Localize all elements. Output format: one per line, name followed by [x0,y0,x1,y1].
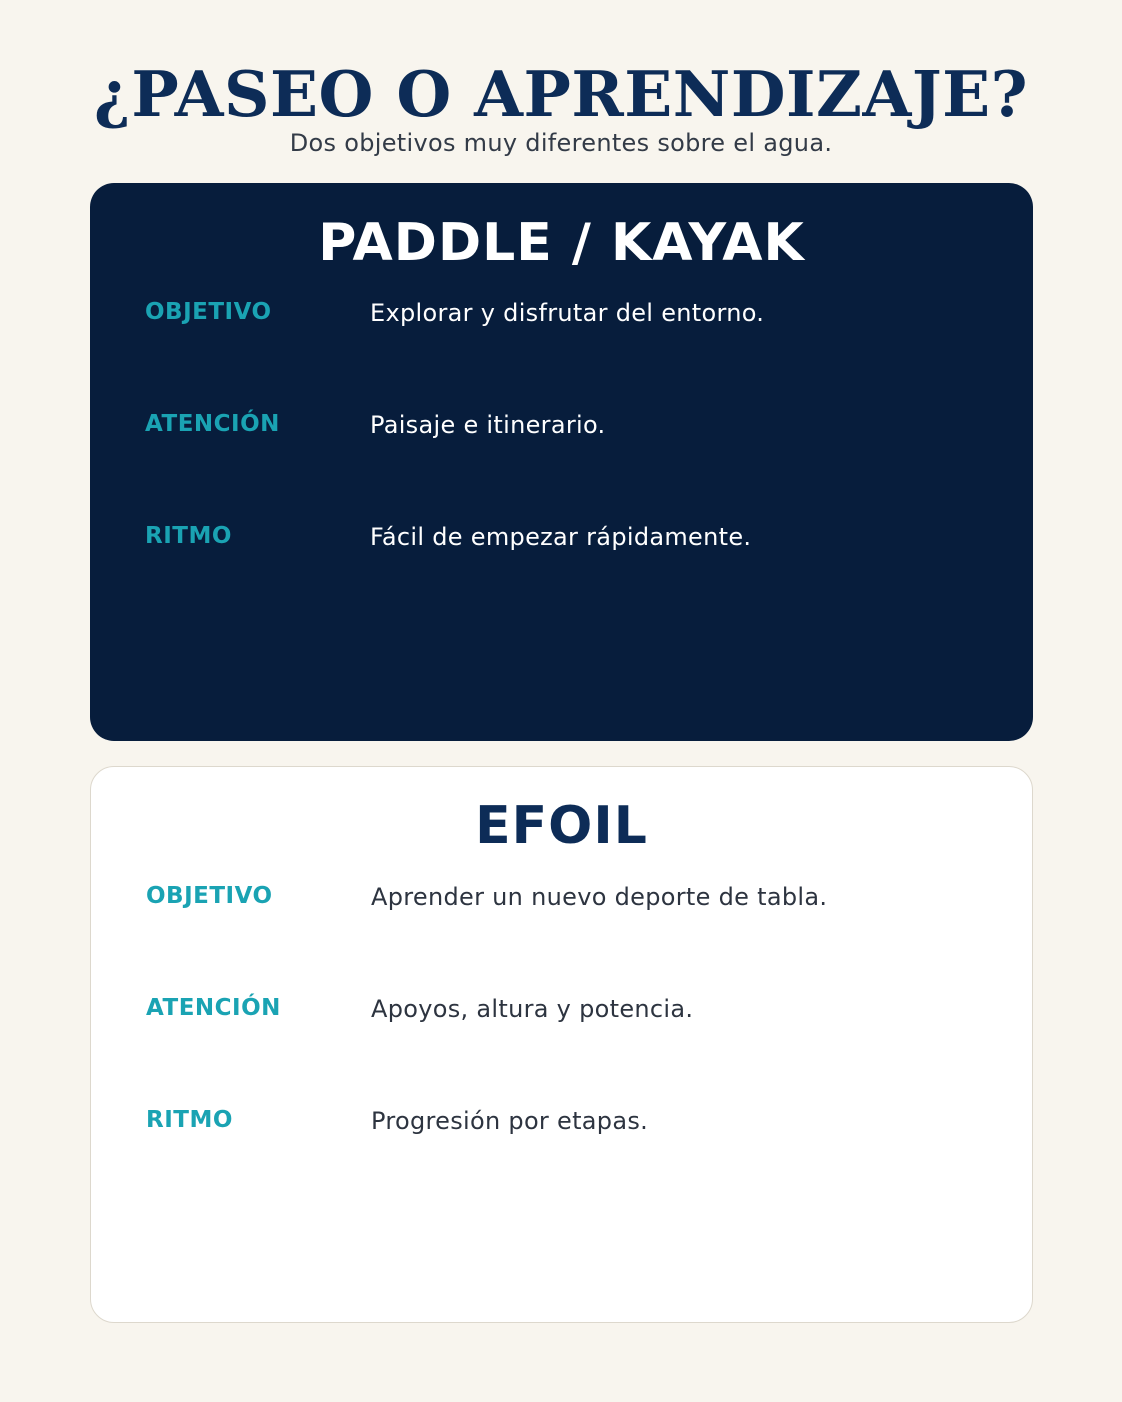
row-label-atencion: ATENCIÓN [146,995,281,1021]
card-title: EFOIL [475,796,648,856]
row-label-objetivo: OBJETIVO [146,883,273,909]
card-title: PADDLE / KAYAK [318,213,805,273]
row-label-atencion: ATENCIÓN [145,411,280,437]
row-label-ritmo: RITMO [145,523,232,549]
row-value-ritmo: Fácil de empezar rápidamente. [370,523,752,551]
row-value-atencion: Apoyos, altura y potencia. [371,995,694,1023]
row-value-atencion: Paisaje e itinerario. [370,411,606,439]
page-subtitle: Dos objetivos muy diferentes sobre el agua. [289,129,833,157]
row-label-objetivo: OBJETIVO [145,299,272,325]
efoil-card [90,766,1033,1323]
page-title: ¿PASEO O APRENDIZAJE? [93,57,1029,131]
paddle-kayak-card [90,183,1033,741]
row-value-objetivo: Aprender un nuevo deporte de tabla. [371,883,828,911]
row-value-ritmo: Progresión por etapas. [371,1107,649,1135]
row-label-ritmo: RITMO [146,1107,233,1133]
row-value-objetivo: Explorar y disfrutar del entorno. [370,299,765,327]
